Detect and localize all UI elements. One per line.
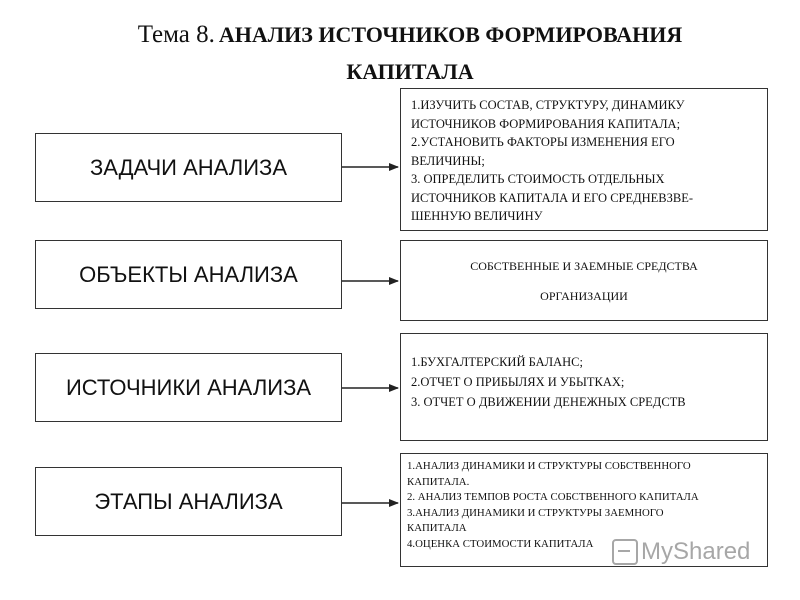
title-line-2: КАПИТАЛА <box>346 59 474 84</box>
sources-line: 3. ОТЧЕТ О ДВИЖЕНИИ ДЕНЕЖНЫХ СРЕДСТВ <box>411 395 686 409</box>
box-objects-label <box>35 240 342 309</box>
presentation-icon <box>612 539 638 565</box>
stages-line: КАПИТАЛА <box>407 522 467 534</box>
sources-line: 2.ОТЧЕТ О ПРИБЫЛЯХ И УБЫТКАХ; <box>411 375 625 389</box>
box-stages-label <box>35 467 342 536</box>
stages-line: 2. АНАЛИЗ ТЕМПОВ РОСТА СОБСТВЕННОГО КАПИТАЛА <box>407 491 699 503</box>
stages-line: 4.ОЦЕНКА СТОИМОСТИ КАПИТАЛА <box>407 537 594 550</box>
stages-line: КАПИТАЛА. <box>407 475 470 488</box>
stages-label: ЭТАПЫ АНАЛИЗА <box>94 488 283 514</box>
title-prefix: Тема 8. <box>137 21 215 48</box>
objects-label: ОБЪЕКТЫ АНАЛИЗА <box>79 261 298 287</box>
tasks-line: 3. ОПРЕДЕЛИТЬ СТОИМОСТЬ ОТДЕЛЬНЫХ <box>411 172 665 186</box>
box-tasks-label <box>35 133 342 202</box>
tasks-line: ВЕЛИЧИНЫ; <box>411 153 485 168</box>
stages-line: 3.АНАЛИЗ ДИНАМИКИ И СТРУКТУРЫ ЗАЕМНОГО <box>407 506 664 519</box>
box-tasks-details <box>400 88 768 231</box>
tasks-line: ШЕННУЮ ВЕЛИЧИНУ <box>411 209 543 223</box>
tasks-line: ИСТОЧНИКОВ КАПИТАЛА И ЕГО СРЕДНЕВЗВЕ- <box>411 190 694 205</box>
watermark-text: MyShared <box>641 538 751 565</box>
title-main: АНАЛИЗ ИСТОЧНИКОВ ФОРМИРОВАНИЯ <box>218 22 683 47</box>
sources-label: ИСТОЧНИКИ АНАЛИЗА <box>65 374 312 400</box>
box-sources-label <box>35 353 342 422</box>
box-objects-details <box>400 240 768 321</box>
tasks-label: ЗАДАЧИ АНАЛИЗА <box>89 154 288 180</box>
tasks-line: 2.УСТАНОВИТЬ ФАКТОРЫ ИЗМЕНЕНИЯ ЕГО <box>411 135 675 149</box>
sources-line: 1.БУХГАЛТЕРСКИЙ БАЛАНС; <box>411 355 583 369</box>
objects-line: СОБСТВЕННЫЕ И ЗАЕМНЫЕ СРЕДСТВА <box>470 258 698 273</box>
watermark <box>612 538 750 566</box>
box-sources-details <box>400 333 768 441</box>
stages-line: 1.АНАЛИЗ ДИНАМИКИ И СТРУКТУРЫ СОБСТВЕННОГО <box>407 460 691 472</box>
tasks-line: ИСТОЧНИКОВ ФОРМИРОВАНИЯ КАПИТАЛА; <box>411 116 681 131</box>
tasks-line: 1.ИЗУЧИТЬ СОСТАВ, СТРУКТУРУ, ДИНАМИКУ <box>411 98 685 112</box>
objects-line: ОРГАНИЗАЦИИ <box>540 288 628 303</box>
